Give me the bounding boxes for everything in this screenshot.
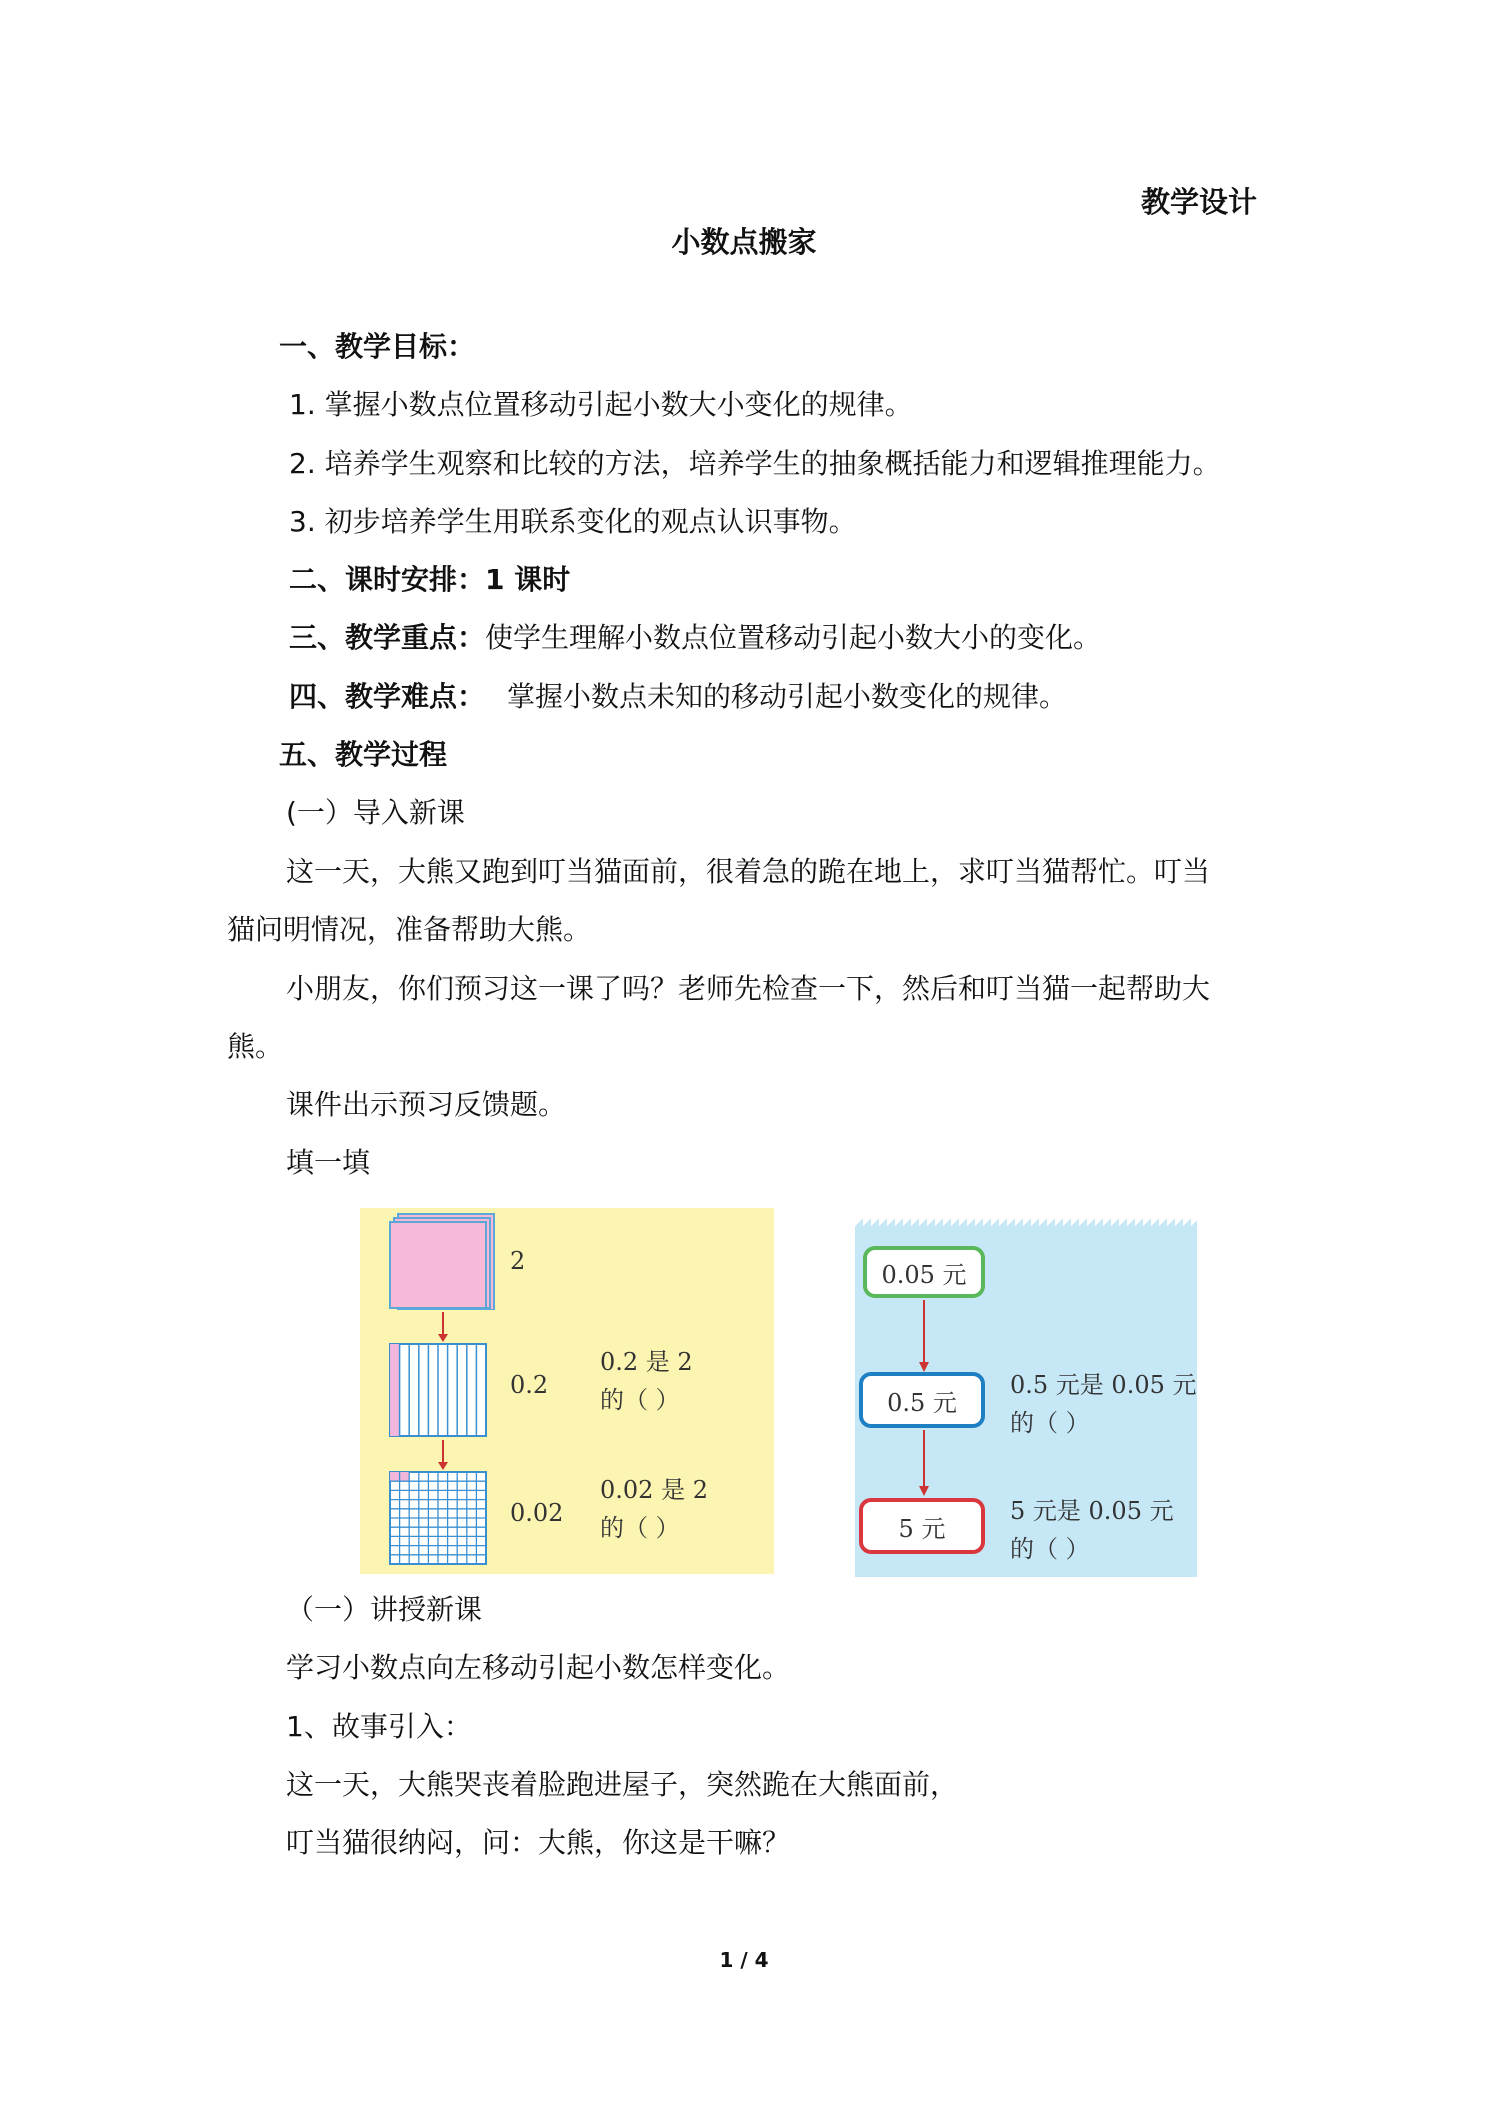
intro-paragraph-1-line-1: 这一天，大熊又跑到叮当猫面前，很着急的跪在地上，求叮当猫帮忙。叮当 [286, 855, 1211, 888]
money-question-1-line-2: 的（ ） [1010, 1409, 1090, 1437]
hundredths-grid-icon [388, 1470, 488, 1566]
intro-paragraph-1-line-2: 猫问明情况，准备帮助大熊。 [227, 913, 592, 946]
schedule-label: 二、课时安排： [289, 563, 486, 596]
intro-paragraph-2-line-2: 熊。 [227, 1030, 284, 1063]
intro-heading: (一）导入新课 [286, 796, 465, 829]
page-number: 1 / 4 [719, 1948, 769, 1972]
difficulty-label: 四、教学难点： [289, 680, 486, 713]
question-2-line-1: 0.02 是 2 [600, 1476, 708, 1504]
teach-paragraph-1: 学习小数点向左移动引起小数怎样变化。 [286, 1651, 791, 1684]
goals-heading: 一、教学目标： [279, 330, 476, 363]
key-point-text: 使学生理解小数点位置移动引起小数大小的变化。 [485, 621, 1102, 654]
teach-heading: （一）讲授新课 [286, 1593, 483, 1626]
intro-paragraph-2-line-1: 小朋友，你们预习这一课了吗？老师先检查一下，然后和叮当猫一起帮助大 [286, 972, 1211, 1005]
difficulty-line [289, 677, 1067, 717]
unit-square-icon [388, 1210, 498, 1310]
fill-in-figure-money [855, 1226, 1197, 1577]
amount-box-5: 5 元 [859, 1498, 985, 1554]
down-arrow-icon [919, 1300, 929, 1372]
question-2-line-2: 的（ ） [600, 1514, 680, 1542]
amount-box-0-5: 0.5 元 [859, 1372, 985, 1428]
down-arrow-icon [438, 1312, 448, 1342]
teach-paragraph-2: 1、故事引入： [286, 1710, 472, 1743]
value-0-2: 0.2 [510, 1371, 549, 1399]
question-1-line-2: 的（ ） [600, 1386, 680, 1414]
difficulty-text: 掌握小数点未知的移动引起小数变化的规律。 [507, 680, 1068, 713]
intro-paragraph-4: 填一填 [286, 1146, 371, 1179]
goal-item-2: 2. 培养学生观察和比较的方法，培养学生的抽象概括能力和逻辑推理能力。 [289, 447, 1221, 480]
key-point-line [289, 618, 1101, 658]
value-2: 2 [510, 1247, 526, 1275]
tenths-grid-icon [388, 1342, 488, 1438]
teach-paragraph-4: 叮当猫很纳闷，问：大熊，你这是干嘛？ [286, 1826, 791, 1859]
money-question-2-line-1: 5 元是 0.05 元 [1010, 1497, 1174, 1525]
value-0-02: 0.02 [510, 1499, 564, 1527]
goal-item-3: 3. 初步培养学生用联系变化的观点认识事物。 [289, 505, 857, 538]
key-point-label: 三、教学重点： [289, 621, 486, 654]
doc-type-label: 教学设计 [1140, 185, 1257, 219]
amount-box-0-05: 0.05 元 [863, 1246, 985, 1298]
intro-paragraph-3: 课件出示预习反馈题。 [286, 1088, 567, 1121]
down-arrow-icon [919, 1430, 929, 1496]
fill-in-figure-grids [360, 1208, 774, 1574]
down-arrow-icon [438, 1440, 448, 1470]
page-title: 小数点搬家 [671, 225, 817, 259]
teach-paragraph-3: 这一天，大熊哭丧着脸跑进屋子，突然跪在大熊面前， [286, 1768, 959, 1801]
money-question-2-line-2: 的（ ） [1010, 1535, 1090, 1563]
question-1-line-1: 0.2 是 2 [600, 1348, 693, 1376]
process-heading: 五、教学过程 [279, 738, 448, 771]
schedule-value: 1 课时 [485, 563, 571, 596]
schedule-line [289, 560, 570, 600]
money-question-1-line-1: 0.5 元是 0.05 元 [1010, 1371, 1197, 1399]
goal-item-1: 1. 掌握小数点位置移动引起小数大小变化的规律。 [289, 388, 913, 421]
